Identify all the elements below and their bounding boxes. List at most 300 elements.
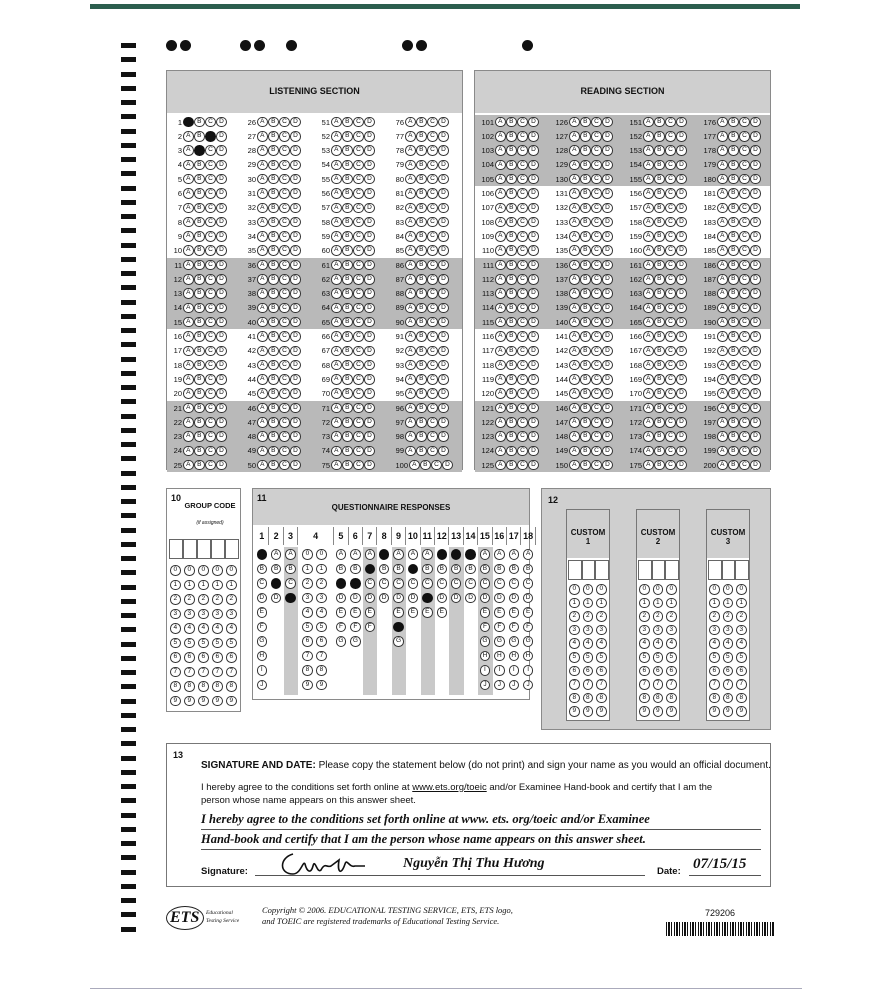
answer-bubble[interactable]: 4 (302, 607, 313, 618)
answer-bubble[interactable]: C (353, 160, 364, 171)
answer-bubble[interactable]: A (257, 431, 268, 442)
answer-bubble[interactable]: C (279, 203, 290, 214)
answer-bubble[interactable]: A (405, 288, 416, 299)
answer-bubble[interactable]: G (336, 636, 347, 647)
answer-bubble[interactable]: C (665, 131, 676, 142)
digit-bubble[interactable]: 7 (170, 667, 181, 678)
code-box[interactable] (582, 560, 596, 580)
answer-bubble[interactable]: D (676, 260, 687, 271)
answer-bubble[interactable]: B (654, 288, 665, 299)
answer-bubble[interactable]: B (268, 217, 279, 228)
answer-bubble[interactable]: B (580, 274, 591, 285)
answer-bubble[interactable]: C (205, 331, 216, 342)
answer-bubble[interactable]: A (257, 331, 268, 342)
answer-bubble[interactable]: 7 (316, 651, 327, 662)
answer-bubble[interactable]: D (602, 431, 613, 442)
answer-bubble[interactable]: D (442, 460, 453, 471)
answer-bubble[interactable]: B (506, 160, 517, 171)
answer-bubble[interactable]: A (257, 303, 268, 314)
answer-bubble[interactable]: I (509, 665, 520, 676)
answer-bubble[interactable]: D (216, 260, 227, 271)
answer-bubble[interactable]: B (416, 431, 427, 442)
answer-bubble[interactable]: C (517, 260, 528, 271)
answer-bubble[interactable]: B (506, 117, 517, 128)
answer-bubble[interactable]: D (528, 446, 539, 457)
answer-bubble[interactable]: D (290, 317, 301, 328)
answer-bubble[interactable]: D (750, 288, 761, 299)
answer-bubble[interactable]: D (216, 217, 227, 228)
digit-bubble[interactable]: 7 (653, 679, 664, 690)
answer-bubble[interactable]: B (506, 203, 517, 214)
answer-bubble[interactable]: B (268, 260, 279, 271)
answer-bubble[interactable]: A (495, 331, 506, 342)
answer-bubble[interactable]: C (205, 174, 216, 185)
answer-bubble[interactable]: C (279, 288, 290, 299)
answer-bubble[interactable]: D (364, 217, 375, 228)
answer-bubble[interactable]: D (676, 388, 687, 399)
answer-bubble[interactable]: A (717, 203, 728, 214)
answer-bubble[interactable]: C (739, 131, 750, 142)
answer-bubble[interactable]: A (717, 303, 728, 314)
answer-bubble[interactable]: A (494, 549, 505, 560)
answer-bubble[interactable]: A (405, 231, 416, 242)
answer-bubble[interactable]: B (580, 460, 591, 471)
digit-bubble[interactable]: 4 (583, 638, 594, 649)
answer-bubble[interactable]: B (416, 288, 427, 299)
answer-bubble[interactable]: D (750, 117, 761, 128)
answer-bubble[interactable]: B (728, 431, 739, 442)
answer-bubble[interactable]: C (665, 288, 676, 299)
answer-bubble[interactable]: D (676, 217, 687, 228)
answer-bubble[interactable]: B (268, 360, 279, 371)
answer-bubble[interactable]: C (591, 303, 602, 314)
answer-bubble[interactable]: H (257, 651, 268, 662)
digit-bubble[interactable]: 2 (709, 611, 720, 622)
answer-bubble[interactable]: C (451, 578, 462, 589)
answer-bubble[interactable]: D (750, 446, 761, 457)
answer-bubble[interactable]: A (331, 117, 342, 128)
answer-bubble[interactable]: B (728, 245, 739, 256)
digit-bubble[interactable]: 9 (226, 696, 237, 707)
answer-bubble[interactable]: A (717, 431, 728, 442)
answer-bubble[interactable]: B (194, 245, 205, 256)
digit-bubble[interactable]: 2 (596, 611, 607, 622)
answer-bubble[interactable]: A (643, 431, 654, 442)
digit-bubble[interactable]: 5 (709, 652, 720, 663)
answer-bubble[interactable]: C (279, 231, 290, 242)
answer-bubble[interactable]: D (216, 460, 227, 471)
answer-bubble[interactable]: C (205, 245, 216, 256)
digit-bubble[interactable]: 4 (639, 638, 650, 649)
answer-bubble[interactable]: C (205, 446, 216, 457)
answer-bubble[interactable]: C (205, 374, 216, 385)
answer-bubble[interactable]: C (353, 217, 364, 228)
answer-bubble[interactable]: J (494, 680, 505, 691)
digit-bubble[interactable]: 2 (184, 594, 195, 605)
answer-bubble[interactable]: B (393, 564, 404, 575)
code-box[interactable] (722, 560, 736, 580)
answer-bubble[interactable]: C (353, 231, 364, 242)
answer-bubble[interactable]: D (290, 245, 301, 256)
answer-bubble[interactable]: C (591, 331, 602, 342)
answer-bubble[interactable]: C (517, 117, 528, 128)
answer-bubble[interactable]: B (194, 317, 205, 328)
answer-bubble[interactable]: C (427, 274, 438, 285)
answer-bubble[interactable]: A (405, 388, 416, 399)
digit-bubble[interactable]: 5 (723, 652, 734, 663)
digit-bubble[interactable]: 1 (596, 598, 607, 609)
answer-bubble[interactable]: A (495, 160, 506, 171)
answer-bubble[interactable]: 7 (302, 651, 313, 662)
answer-bubble[interactable]: 8 (316, 665, 327, 676)
answer-bubble[interactable]: C (427, 145, 438, 156)
answer-bubble[interactable]: B (416, 160, 427, 171)
answer-bubble[interactable]: B (268, 331, 279, 342)
digit-bubble[interactable]: 9 (666, 706, 677, 717)
answer-bubble[interactable]: C (279, 460, 290, 471)
answer-bubble[interactable]: D (676, 288, 687, 299)
answer-bubble[interactable]: C (205, 160, 216, 171)
answer-bubble[interactable]: A (331, 388, 342, 399)
answer-bubble[interactable]: A (643, 274, 654, 285)
answer-bubble[interactable]: C (591, 374, 602, 385)
answer-bubble[interactable]: D (602, 145, 613, 156)
answer-bubble[interactable]: B (268, 274, 279, 285)
digit-bubble[interactable]: 0 (666, 584, 677, 595)
answer-bubble[interactable]: A (405, 431, 416, 442)
answer-bubble[interactable]: A (717, 360, 728, 371)
answer-bubble[interactable]: D (750, 360, 761, 371)
answer-bubble[interactable]: C (353, 446, 364, 457)
answer-bubble[interactable]: D (438, 317, 449, 328)
answer-bubble[interactable]: A (331, 331, 342, 342)
answer-bubble[interactable]: C (279, 303, 290, 314)
answer-bubble[interactable]: C (427, 288, 438, 299)
answer-bubble[interactable]: D (438, 388, 449, 399)
digit-bubble[interactable]: 4 (736, 638, 747, 649)
answer-bubble[interactable]: A (257, 231, 268, 242)
digit-bubble[interactable]: 5 (212, 638, 223, 649)
answer-bubble[interactable]: A (495, 317, 506, 328)
answer-bubble[interactable]: A (183, 374, 194, 385)
answer-bubble[interactable]: A (569, 346, 580, 357)
answer-bubble[interactable]: C (205, 431, 216, 442)
answer-bubble[interactable]: 6 (316, 636, 327, 647)
answer-bubble[interactable]: D (365, 593, 376, 604)
answer-bubble[interactable]: C (665, 317, 676, 328)
answer-bubble[interactable]: C (517, 446, 528, 457)
answer-bubble[interactable]: C (739, 317, 750, 328)
answer-bubble[interactable]: C (509, 578, 520, 589)
answer-bubble[interactable]: C (665, 260, 676, 271)
answer-bubble[interactable]: A (643, 388, 654, 399)
answer-bubble[interactable]: C (739, 203, 750, 214)
answer-bubble[interactable]: D (271, 593, 282, 604)
answer-bubble[interactable]: C (205, 388, 216, 399)
digit-bubble[interactable]: 5 (184, 638, 195, 649)
answer-bubble[interactable]: C (517, 360, 528, 371)
answer-bubble[interactable]: A (257, 417, 268, 428)
answer-bubble[interactable]: D (438, 303, 449, 314)
answer-bubble[interactable]: D (216, 117, 227, 128)
answer-bubble[interactable]: A (405, 245, 416, 256)
answer-bubble[interactable]: A (569, 431, 580, 442)
answer-bubble[interactable]: D (216, 303, 227, 314)
digit-bubble[interactable]: 9 (653, 706, 664, 717)
answer-bubble[interactable]: A (643, 288, 654, 299)
answer-bubble[interactable]: D (528, 260, 539, 271)
answer-bubble[interactable]: A (331, 203, 342, 214)
answer-bubble[interactable]: A (331, 231, 342, 242)
answer-bubble[interactable]: A (405, 188, 416, 199)
answer-bubble[interactable]: C (353, 317, 364, 328)
answer-bubble[interactable]: D (290, 231, 301, 242)
answer-bubble[interactable]: A (183, 203, 194, 214)
answer-bubble[interactable]: D (528, 174, 539, 185)
answer-bubble[interactable]: A (183, 346, 194, 357)
answer-bubble[interactable]: C (591, 145, 602, 156)
answer-bubble[interactable]: C (591, 188, 602, 199)
answer-bubble[interactable]: B (506, 403, 517, 414)
answer-bubble[interactable]: A (183, 388, 194, 399)
answer-bubble[interactable]: C (517, 231, 528, 242)
answer-bubble[interactable]: C (739, 174, 750, 185)
answer-bubble[interactable]: D (364, 145, 375, 156)
answer-bubble[interactable]: B (342, 374, 353, 385)
answer-bubble[interactable]: D (290, 346, 301, 357)
answer-bubble[interactable]: B (506, 188, 517, 199)
answer-bubble[interactable]: B (342, 117, 353, 128)
answer-bubble[interactable]: D (438, 446, 449, 457)
digit-bubble[interactable]: 7 (569, 679, 580, 690)
answer-bubble[interactable]: A (271, 549, 282, 560)
code-box[interactable] (183, 539, 197, 559)
answer-bubble[interactable]: A (569, 417, 580, 428)
answer-bubble[interactable]: C (665, 446, 676, 457)
answer-bubble[interactable]: B (654, 131, 665, 142)
digit-bubble[interactable]: 1 (736, 598, 747, 609)
answer-bubble[interactable]: D (676, 331, 687, 342)
answer-bubble[interactable]: C (205, 274, 216, 285)
answer-bubble[interactable]: C (279, 331, 290, 342)
answer-bubble[interactable]: D (438, 217, 449, 228)
answer-bubble[interactable]: 8 (302, 665, 313, 676)
answer-bubble[interactable]: 0 (302, 549, 313, 560)
digit-bubble[interactable]: 3 (723, 625, 734, 636)
digit-bubble[interactable]: 0 (226, 565, 237, 576)
answer-bubble[interactable]: B (580, 160, 591, 171)
answer-bubble[interactable]: B (342, 317, 353, 328)
answer-bubble[interactable]: C (591, 131, 602, 142)
answer-bubble[interactable]: A (495, 217, 506, 228)
answer-bubble[interactable]: B (271, 564, 282, 575)
answer-bubble[interactable]: D (290, 174, 301, 185)
answer-bubble[interactable]: D (451, 593, 462, 604)
answer-bubble[interactable]: B (654, 188, 665, 199)
answer-bubble[interactable]: B (416, 117, 427, 128)
answer-bubble[interactable]: C (517, 288, 528, 299)
answer-bubble[interactable]: D (676, 460, 687, 471)
digit-bubble[interactable]: 8 (170, 681, 181, 692)
digit-bubble[interactable]: 2 (583, 611, 594, 622)
answer-bubble[interactable]: A (717, 346, 728, 357)
answer-bubble[interactable]: B (342, 288, 353, 299)
answer-bubble[interactable]: B (268, 303, 279, 314)
answer-bubble[interactable]: A (336, 549, 347, 560)
answer-bubble[interactable]: B (416, 331, 427, 342)
answer-bubble[interactable]: C (665, 331, 676, 342)
answer-bubble[interactable]: D (602, 346, 613, 357)
answer-bubble[interactable]: C (353, 374, 364, 385)
answer-bubble[interactable]: D (528, 417, 539, 428)
answer-bubble[interactable]: B (728, 460, 739, 471)
answer-bubble[interactable]: D (602, 188, 613, 199)
answer-bubble[interactable]: C (427, 131, 438, 142)
answer-bubble[interactable]: C (279, 145, 290, 156)
answer-bubble[interactable]: B (580, 174, 591, 185)
answer-bubble[interactable]: B (654, 303, 665, 314)
answer-bubble[interactable]: B (342, 145, 353, 156)
answer-bubble[interactable]: C (205, 117, 216, 128)
answer-bubble[interactable]: A (643, 145, 654, 156)
answer-bubble[interactable]: B (342, 431, 353, 442)
answer-bubble[interactable]: C (517, 374, 528, 385)
answer-bubble[interactable]: C (285, 578, 296, 589)
answer-bubble[interactable]: D (438, 417, 449, 428)
answer-bubble[interactable]: A (495, 360, 506, 371)
answer-bubble[interactable]: E (336, 607, 347, 618)
answer-bubble[interactable]: B (506, 131, 517, 142)
answer-bubble[interactable]: B (194, 145, 205, 156)
answer-bubble[interactable]: B (654, 274, 665, 285)
answer-bubble[interactable]: A (569, 446, 580, 457)
answer-bubble[interactable]: I (494, 665, 505, 676)
digit-bubble[interactable]: 8 (212, 681, 223, 692)
digit-bubble[interactable]: 6 (653, 666, 664, 677)
answer-bubble[interactable]: C (739, 360, 750, 371)
answer-bubble[interactable]: A (569, 145, 580, 156)
digit-bubble[interactable]: 5 (639, 652, 650, 663)
answer-bubble[interactable]: A (331, 245, 342, 256)
answer-bubble[interactable]: A (405, 160, 416, 171)
answer-bubble[interactable]: D (290, 331, 301, 342)
answer-bubble[interactable]: B (416, 303, 427, 314)
answer-bubble[interactable]: B (194, 188, 205, 199)
answer-bubble[interactable]: B (342, 346, 353, 357)
answer-bubble[interactable]: C (205, 403, 216, 414)
answer-bubble[interactable]: C (437, 578, 448, 589)
answer-bubble[interactable]: C (279, 317, 290, 328)
digit-bubble[interactable]: 5 (653, 652, 664, 663)
answer-bubble[interactable]: C (665, 217, 676, 228)
answer-bubble[interactable]: D (379, 593, 390, 604)
answer-bubble[interactable]: A (643, 317, 654, 328)
answer-bubble[interactable]: A (643, 417, 654, 428)
answer-bubble[interactable]: 9 (302, 680, 313, 691)
answer-bubble[interactable]: A (257, 217, 268, 228)
answer-bubble[interactable]: D (528, 145, 539, 156)
answer-bubble[interactable]: C (665, 346, 676, 357)
answer-bubble[interactable]: H (480, 651, 491, 662)
answer-bubble[interactable]: A (569, 131, 580, 142)
answer-bubble[interactable]: D (216, 288, 227, 299)
answer-bubble[interactable]: A (495, 274, 506, 285)
answer-bubble[interactable]: 2 (302, 578, 313, 589)
answer-bubble[interactable]: C (517, 317, 528, 328)
answer-bubble[interactable]: C (353, 346, 364, 357)
answer-bubble[interactable]: A (331, 317, 342, 328)
digit-bubble[interactable]: 4 (212, 623, 223, 634)
answer-bubble[interactable]: C (353, 260, 364, 271)
digit-bubble[interactable]: 1 (212, 580, 223, 591)
answer-bubble[interactable]: D (528, 403, 539, 414)
answer-bubble[interactable]: A (331, 460, 342, 471)
digit-bubble[interactable]: 3 (666, 625, 677, 636)
answer-bubble[interactable]: D (290, 274, 301, 285)
answer-bubble[interactable]: D (750, 231, 761, 242)
digit-bubble[interactable]: 3 (198, 609, 209, 620)
answer-bubble[interactable]: C (591, 288, 602, 299)
answer-bubble[interactable]: C (427, 431, 438, 442)
answer-bubble[interactable]: B (416, 174, 427, 185)
digit-bubble[interactable]: 6 (723, 666, 734, 677)
answer-bubble[interactable]: E (494, 607, 505, 618)
answer-bubble[interactable]: C (739, 417, 750, 428)
answer-bubble[interactable]: B (506, 288, 517, 299)
answer-bubble[interactable]: D (290, 145, 301, 156)
digit-bubble[interactable]: 8 (596, 693, 607, 704)
answer-bubble[interactable]: D (438, 231, 449, 242)
answer-bubble[interactable]: A (569, 117, 580, 128)
answer-bubble[interactable]: B (420, 460, 431, 471)
digit-bubble[interactable]: 8 (723, 693, 734, 704)
answer-bubble[interactable]: B (350, 564, 361, 575)
answer-bubble[interactable]: B (580, 446, 591, 457)
answer-bubble[interactable]: A (365, 549, 376, 560)
answer-bubble[interactable]: A (183, 317, 194, 328)
answer-bubble[interactable]: A (495, 417, 506, 428)
answer-bubble[interactable]: C (665, 188, 676, 199)
answer-bubble[interactable]: B (268, 145, 279, 156)
answer-bubble[interactable]: C (665, 431, 676, 442)
answer-bubble[interactable]: B (285, 564, 296, 575)
answer-bubble[interactable]: A (183, 217, 194, 228)
answer-bubble[interactable]: D (528, 160, 539, 171)
answer-bubble[interactable]: B (416, 260, 427, 271)
digit-bubble[interactable]: 8 (736, 693, 747, 704)
answer-bubble[interactable]: C (591, 403, 602, 414)
answer-bubble[interactable]: A (569, 174, 580, 185)
answer-bubble[interactable]: C (271, 578, 282, 589)
answer-bubble[interactable]: A (643, 203, 654, 214)
digit-bubble[interactable]: 8 (198, 681, 209, 692)
answer-bubble[interactable]: C (365, 578, 376, 589)
digit-bubble[interactable]: 6 (583, 666, 594, 677)
answer-bubble[interactable]: D (364, 260, 375, 271)
answer-bubble[interactable]: A (257, 260, 268, 271)
answer-bubble[interactable]: A (257, 549, 268, 560)
digit-bubble[interactable]: 5 (583, 652, 594, 663)
answer-bubble[interactable]: C (665, 245, 676, 256)
answer-bubble[interactable]: D (216, 145, 227, 156)
answer-bubble[interactable]: D (676, 188, 687, 199)
answer-bubble[interactable]: B (506, 346, 517, 357)
answer-bubble[interactable]: B (728, 403, 739, 414)
answer-bubble[interactable]: A (257, 117, 268, 128)
answer-bubble[interactable]: C (517, 145, 528, 156)
answer-bubble[interactable]: A (183, 260, 194, 271)
answer-bubble[interactable]: A (643, 188, 654, 199)
